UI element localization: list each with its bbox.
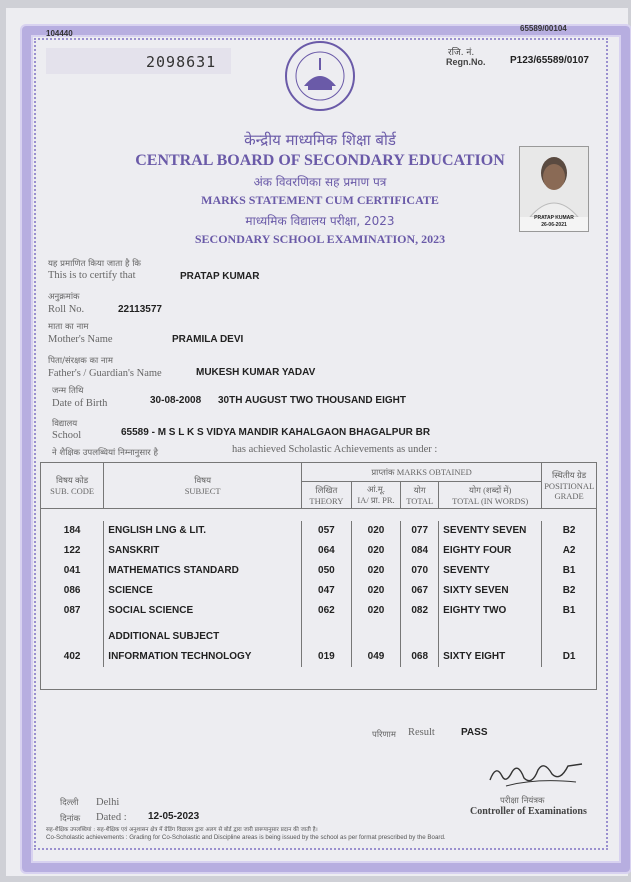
result-label-hi: परिणाम bbox=[372, 730, 396, 740]
controller-signature bbox=[486, 756, 586, 792]
dated-label-hi: दिनांक bbox=[60, 814, 81, 824]
header-grade-hi: स्थितीय ग्रेड bbox=[551, 470, 587, 480]
row-theory: 062 bbox=[301, 601, 351, 621]
row-theory: 057 bbox=[301, 521, 351, 541]
header-total-en: TOTAL bbox=[406, 495, 434, 506]
note-english: Co-Scholastic achievements : Grading for Co-Scholastic and Discipline areas is being issued by the school as per format prescribed by the Board. bbox=[46, 834, 446, 841]
row-subject: SCIENCE bbox=[104, 581, 302, 601]
header-total-hi: योग bbox=[413, 484, 426, 495]
table-row bbox=[41, 601, 597, 621]
result-label: Result bbox=[408, 727, 435, 738]
header-total bbox=[401, 482, 439, 509]
additional-subject-label: ADDITIONAL SUBJECT bbox=[104, 621, 302, 647]
student-photo bbox=[519, 146, 589, 232]
row-theory: 019 bbox=[301, 647, 351, 667]
father-name: MUKESH KUMAR YADAV bbox=[196, 367, 316, 378]
table-row bbox=[41, 561, 597, 581]
document-title: MARKS STATEMENT CUM CERTIFICATE bbox=[201, 193, 439, 207]
row-total: 070 bbox=[401, 561, 439, 581]
header-theory-en: THEORY bbox=[309, 495, 344, 506]
header-grade bbox=[542, 463, 597, 509]
father-label-hi: पिता/संरक्षक का नाम bbox=[48, 356, 113, 366]
row-grade: B1 bbox=[542, 561, 597, 581]
issue-date: 12-05-2023 bbox=[148, 811, 200, 822]
row-total: 084 bbox=[401, 541, 439, 561]
header-ia bbox=[351, 482, 401, 509]
certify-label: This is to certify that bbox=[48, 270, 136, 281]
achieved-label: has achieved Scholastic Achievements as under : bbox=[232, 444, 438, 455]
school-label-hi: विद्यालय bbox=[52, 419, 78, 429]
row-code: 122 bbox=[41, 541, 104, 561]
header-marks-obtained bbox=[301, 463, 541, 482]
reg-label: Regn.No. bbox=[446, 57, 486, 67]
father-label: Father's / Guardian's Name bbox=[48, 368, 162, 379]
date-of-birth-words: 30TH AUGUST TWO THOUSAND EIGHT bbox=[218, 395, 406, 406]
dob-label: Date of Birth bbox=[52, 398, 108, 409]
reg-label-hi: रजि. नं. bbox=[448, 48, 475, 58]
row-theory: 064 bbox=[301, 541, 351, 561]
controller-label-hi: परीक्षा नियंत्रक bbox=[500, 796, 545, 806]
header-subject-en: SUBJECT bbox=[184, 486, 221, 496]
board-name-hindi: केन्द्रीय माध्यमिक शिक्षा बोर्ड bbox=[244, 131, 396, 149]
row-code: 402 bbox=[41, 647, 104, 667]
board-name: CENTRAL BOARD OF SECONDARY EDUCATION bbox=[135, 152, 505, 169]
table-row bbox=[41, 541, 597, 561]
header-sub-code bbox=[41, 463, 104, 509]
row-theory: 050 bbox=[301, 561, 351, 581]
roll-label-hi: अनुक्रमांक bbox=[48, 292, 80, 302]
row-ia: 049 bbox=[351, 647, 401, 667]
school-label: School bbox=[52, 430, 82, 441]
row-code: 041 bbox=[41, 561, 104, 581]
row-ia: 020 bbox=[351, 561, 401, 581]
row-total: 082 bbox=[401, 601, 439, 621]
header-marks-hi: प्राप्तांक bbox=[371, 466, 395, 477]
row-total: 068 bbox=[401, 647, 439, 667]
row-code: 184 bbox=[41, 521, 104, 541]
dob-label-hi: जन्म तिथि bbox=[52, 386, 84, 396]
row-code: 086 bbox=[41, 581, 104, 601]
table-row bbox=[41, 581, 597, 601]
header-sub-code-hi: विषय कोड bbox=[56, 475, 89, 485]
header-theory bbox=[301, 482, 351, 509]
row-subject: INFORMATION TECHNOLOGY bbox=[104, 647, 302, 667]
header-words-en: TOTAL (IN WORDS) bbox=[452, 495, 529, 506]
row-words: SEVENTY bbox=[439, 561, 542, 581]
right-code: 65589/00104 bbox=[520, 24, 567, 33]
row-grade: B2 bbox=[542, 521, 597, 541]
row-subject: ENGLISH LNG & LIT. bbox=[104, 521, 302, 541]
row-words: SEVENTY SEVEN bbox=[439, 521, 542, 541]
row-grade: A2 bbox=[542, 541, 597, 561]
row-ia: 020 bbox=[351, 581, 401, 601]
student-name: PRATAP KUMAR bbox=[180, 271, 260, 282]
document-title-hindi: अंक विवरणिका सह प्रमाण पत्र bbox=[253, 175, 387, 189]
header-subject bbox=[104, 463, 302, 509]
row-words: SIXTY SEVEN bbox=[439, 581, 542, 601]
header-ia-en: IA/ प्रा. PR. bbox=[357, 495, 395, 505]
cbse-logo bbox=[284, 40, 356, 112]
date-of-birth: 30-08-2008 bbox=[150, 395, 202, 406]
row-subject: SANSKRIT bbox=[104, 541, 302, 561]
delhi-label-hi: दिल्ली bbox=[60, 798, 79, 808]
dated-label: Dated : bbox=[96, 812, 127, 823]
left-code: 104440 bbox=[46, 29, 73, 38]
row-words: SIXTY EIGHT bbox=[439, 647, 542, 667]
mother-label-hi: माता का नाम bbox=[48, 322, 89, 332]
row-total: 077 bbox=[401, 521, 439, 541]
header-marks-en: MARKS OBTAINED bbox=[396, 466, 472, 477]
header-ia-hi: आं.मू. bbox=[367, 484, 386, 494]
header-total-words bbox=[439, 482, 542, 509]
roll-number: 22113577 bbox=[118, 304, 162, 315]
certify-label-hi: यह प्रमाणित किया जाता है कि bbox=[48, 259, 141, 269]
reg-number: P123/65589/0107 bbox=[510, 55, 589, 66]
exam-title: SECONDARY SCHOOL EXAMINATION, 2023 bbox=[194, 232, 446, 246]
row-subject: MATHEMATICS STANDARD bbox=[104, 561, 302, 581]
roll-label: Roll No. bbox=[48, 304, 85, 315]
row-words: EIGHTY FOUR bbox=[439, 541, 542, 561]
row-grade: B2 bbox=[542, 581, 597, 601]
row-total: 067 bbox=[401, 581, 439, 601]
table-row-additional bbox=[41, 647, 597, 667]
row-words: EIGHTY TWO bbox=[439, 601, 542, 621]
serial-number: 2098631 bbox=[146, 53, 217, 71]
row-grade: B1 bbox=[542, 601, 597, 621]
row-theory: 047 bbox=[301, 581, 351, 601]
row-ia: 020 bbox=[351, 521, 401, 541]
achieved-label-hi: ने शैक्षिक उपलब्धियां निम्नानुसार है bbox=[52, 448, 158, 458]
table-row bbox=[41, 521, 597, 541]
note-hindi: सह-शैक्षिक उपलब्धियां : सह-शैक्षिक एवं अनुशासन क्षेत्र में ग्रेडिंग विद्यालय द्वारा अलग से बोर्ड द्वारा जारी प्रारूपानुसार प्रदान की जाती है। bbox=[46, 827, 318, 833]
header-grade-en: POSITIONAL GRADE bbox=[544, 481, 595, 501]
header-theory-hi: लिखित bbox=[315, 484, 338, 495]
row-ia: 020 bbox=[351, 541, 401, 561]
header-sub-code-en: SUB. CODE bbox=[50, 486, 95, 496]
school-name: 65589 - M S L K S VIDYA MANDIR KAHALGAON BHAGALPUR BR bbox=[121, 427, 431, 438]
header-words-hi: योग (शब्दों में) bbox=[469, 484, 512, 495]
photo-caption-date: 26-06-2021 bbox=[541, 222, 567, 228]
row-grade: D1 bbox=[542, 647, 597, 667]
mother-name: PRAMILA DEVI bbox=[172, 334, 244, 345]
row-subject: SOCIAL SCIENCE bbox=[104, 601, 302, 621]
delhi-label: Delhi bbox=[96, 797, 120, 808]
mother-label: Mother's Name bbox=[48, 334, 113, 345]
marks-table bbox=[40, 462, 597, 690]
header-subject-hi: विषय bbox=[194, 475, 212, 485]
controller-label: Controller of Examinations bbox=[470, 806, 587, 817]
exam-title-hindi: माध्यमिक विद्यालय परीक्षा, 2023 bbox=[245, 214, 395, 228]
row-ia: 020 bbox=[351, 601, 401, 621]
result-value: PASS bbox=[461, 727, 488, 738]
photo-caption-name: PRATAP KUMAR bbox=[534, 215, 574, 221]
row-code: 087 bbox=[41, 601, 104, 621]
